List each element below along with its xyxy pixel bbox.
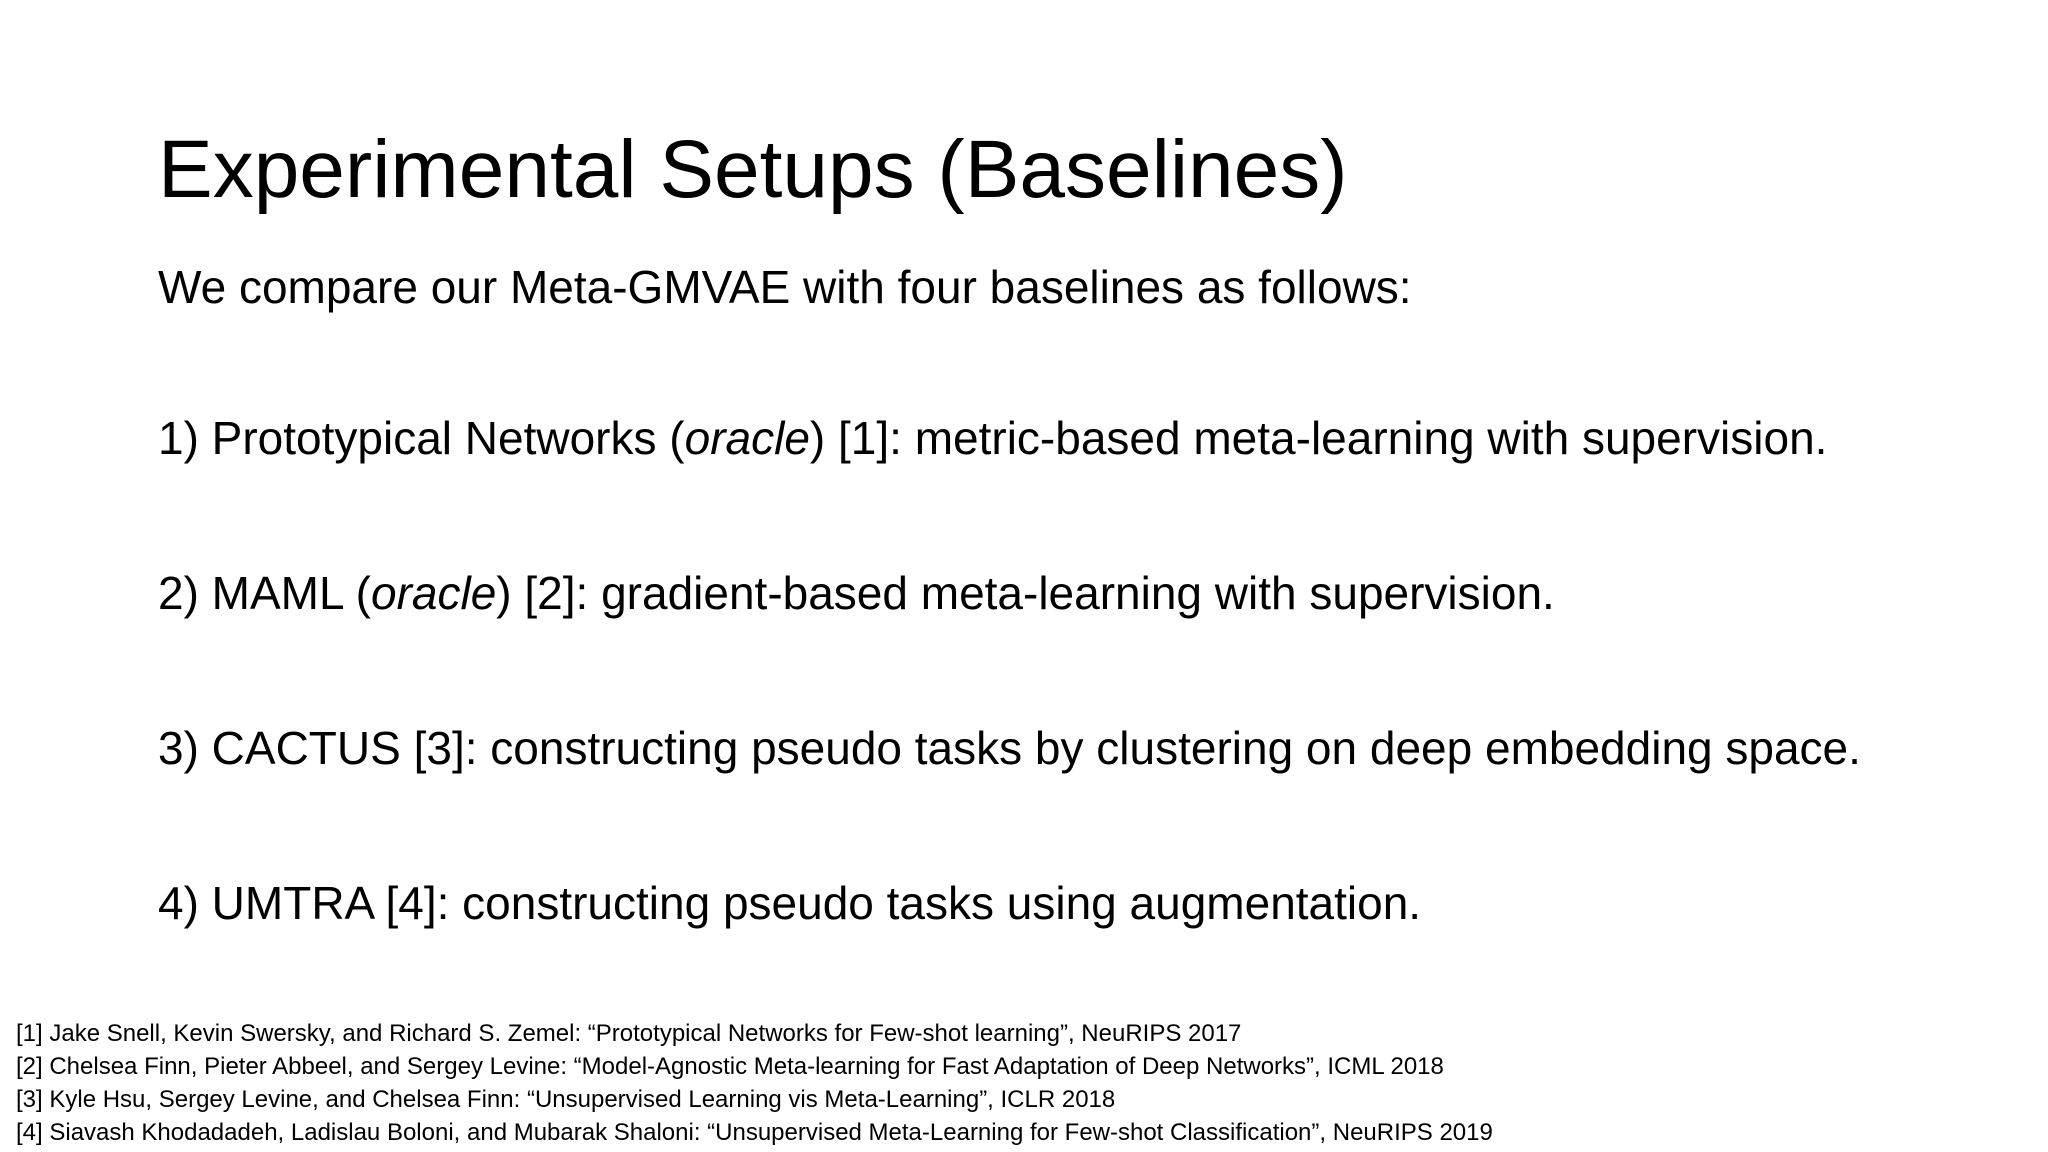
baseline-item-4: [158, 873, 1861, 933]
reference-item-4: [4] Siavash Khodadadeh, Ladislau Boloni, and Mubarak Shaloni: “Unsupervised Meta-Learning for Few-shot Classification”, NeuRIPS 2019: [16, 1119, 1493, 1146]
baseline-text: 4) UMTRA [4]: constructing pseudo tasks using augmentation.: [158, 877, 1422, 929]
baseline-text: ) [1]: metric-based meta-learning with supervision.: [809, 412, 1828, 464]
reference-item-2: [2] Chelsea Finn, Pieter Abbeel, and Sergey Levine: “Model-Agnostic Meta-learning for Fast Adaptation of Deep Networks”, ICML 2018: [16, 1053, 1444, 1080]
baseline-text: 1) Prototypical Networks (: [158, 412, 685, 464]
baseline-text: ) [2]: gradient-based meta-learning with supervision.: [496, 567, 1555, 619]
baseline-list: [158, 408, 1861, 933]
reference-item-1: [1] Jake Snell, Kevin Swersky, and Richard S. Zemel: “Prototypical Networks for Few-shot learning”, NeuRIPS 2017: [16, 1020, 1242, 1047]
reference-item-3: [3] Kyle Hsu, Sergey Levine, and Chelsea Finn: “Unsupervised Learning vis Meta-Learning”, ICLR 2018: [16, 1086, 1116, 1113]
baseline-oracle-label: oracle: [370, 567, 497, 619]
baseline-oracle-label: oracle: [684, 412, 810, 464]
reference-list: [16, 1017, 1493, 1149]
baseline-text: 2) MAML (: [158, 567, 371, 619]
baseline-item-3: [158, 718, 1861, 778]
intro-text: We compare our Meta-GMVAE with four baselines as follows:: [158, 261, 1412, 313]
baseline-item-2: [158, 563, 1861, 623]
slide-title: Experimental Setups (Baselines): [158, 124, 1348, 215]
baseline-text: 3) CACTUS [3]: constructing pseudo tasks by clustering on deep embedding space.: [158, 722, 1861, 774]
baseline-item-1: [158, 408, 1861, 468]
